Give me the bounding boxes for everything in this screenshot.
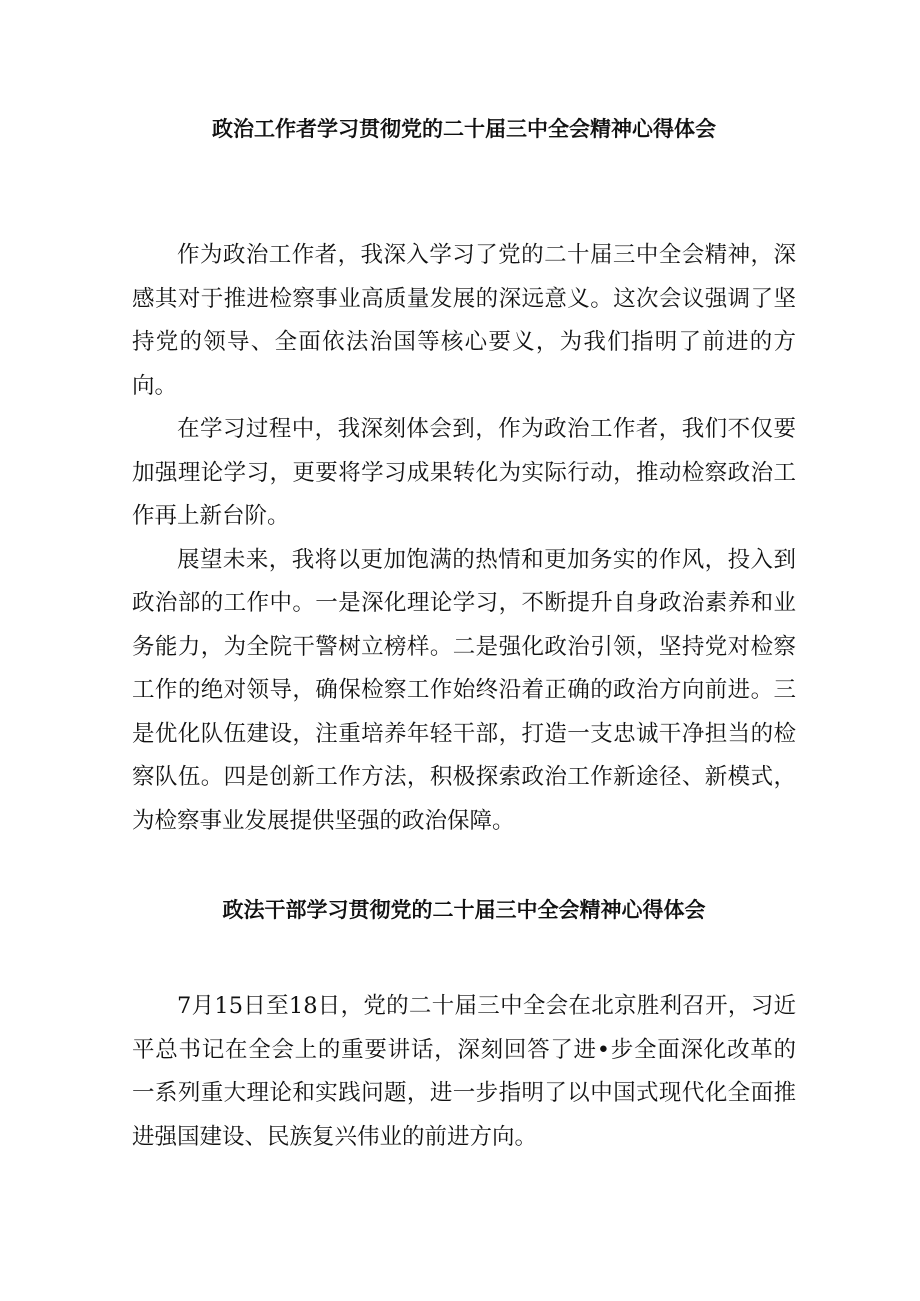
article-1-title: 政治工作者学习贯彻党的二十届三中全会精神心得体会 (212, 117, 716, 141)
article-1-paragraph: 在学习过程中，我深刻体会到，作为政治工作者，我们不仅要加强理论学习，更要将学习成果转化为实际行动，推动检察政治工作再上新台阶。 (132, 416, 796, 529)
article-2-paragraph: 7月15日至18日，党的二十届三中全会在北京胜利召开，习近平总书记在全会上的重要讲话，深刻回答了进•步全面深化改革的一系列重大理论和实践问题，进一步指明了以中国式现代化全面推进强国建设、民族复兴伟业的前进方向。 (132, 993, 796, 1150)
article-1-body (132, 234, 796, 843)
article-2-title: 政法干部学习贯彻党的二十届三中全会精神心得体会 (222, 898, 706, 922)
article-1-paragraph: 作为政治工作者，我深入学习了党的二十届三中全会精神，深感其对于推进检察事业高质量发展的深远意义。这次会议强调了坚持党的领导、全面依法治国等核心要义，为我们指明了前进的方向。 (132, 242, 796, 399)
article-2-body (132, 985, 796, 1159)
article-1-paragraph: 展望未来，我将以更加饱满的热情和更加务实的作风，投入到政治部的工作中。一是深化理论学习，不断提升自身政治素养和业务能力，为全院干警树立榜样。二是强化政治引领，坚持党对检察工作的绝对领导，确保检察工作始终沿着正确的政治方向前进。三是优化队伍建设，注重培养年轻干部，打造一支忠诚干净担当的检察队伍。四是创新工作方法，积极探索政治工作新途径、新模式，为检察事业发展提供坚强的政治保障。 (132, 546, 796, 834)
